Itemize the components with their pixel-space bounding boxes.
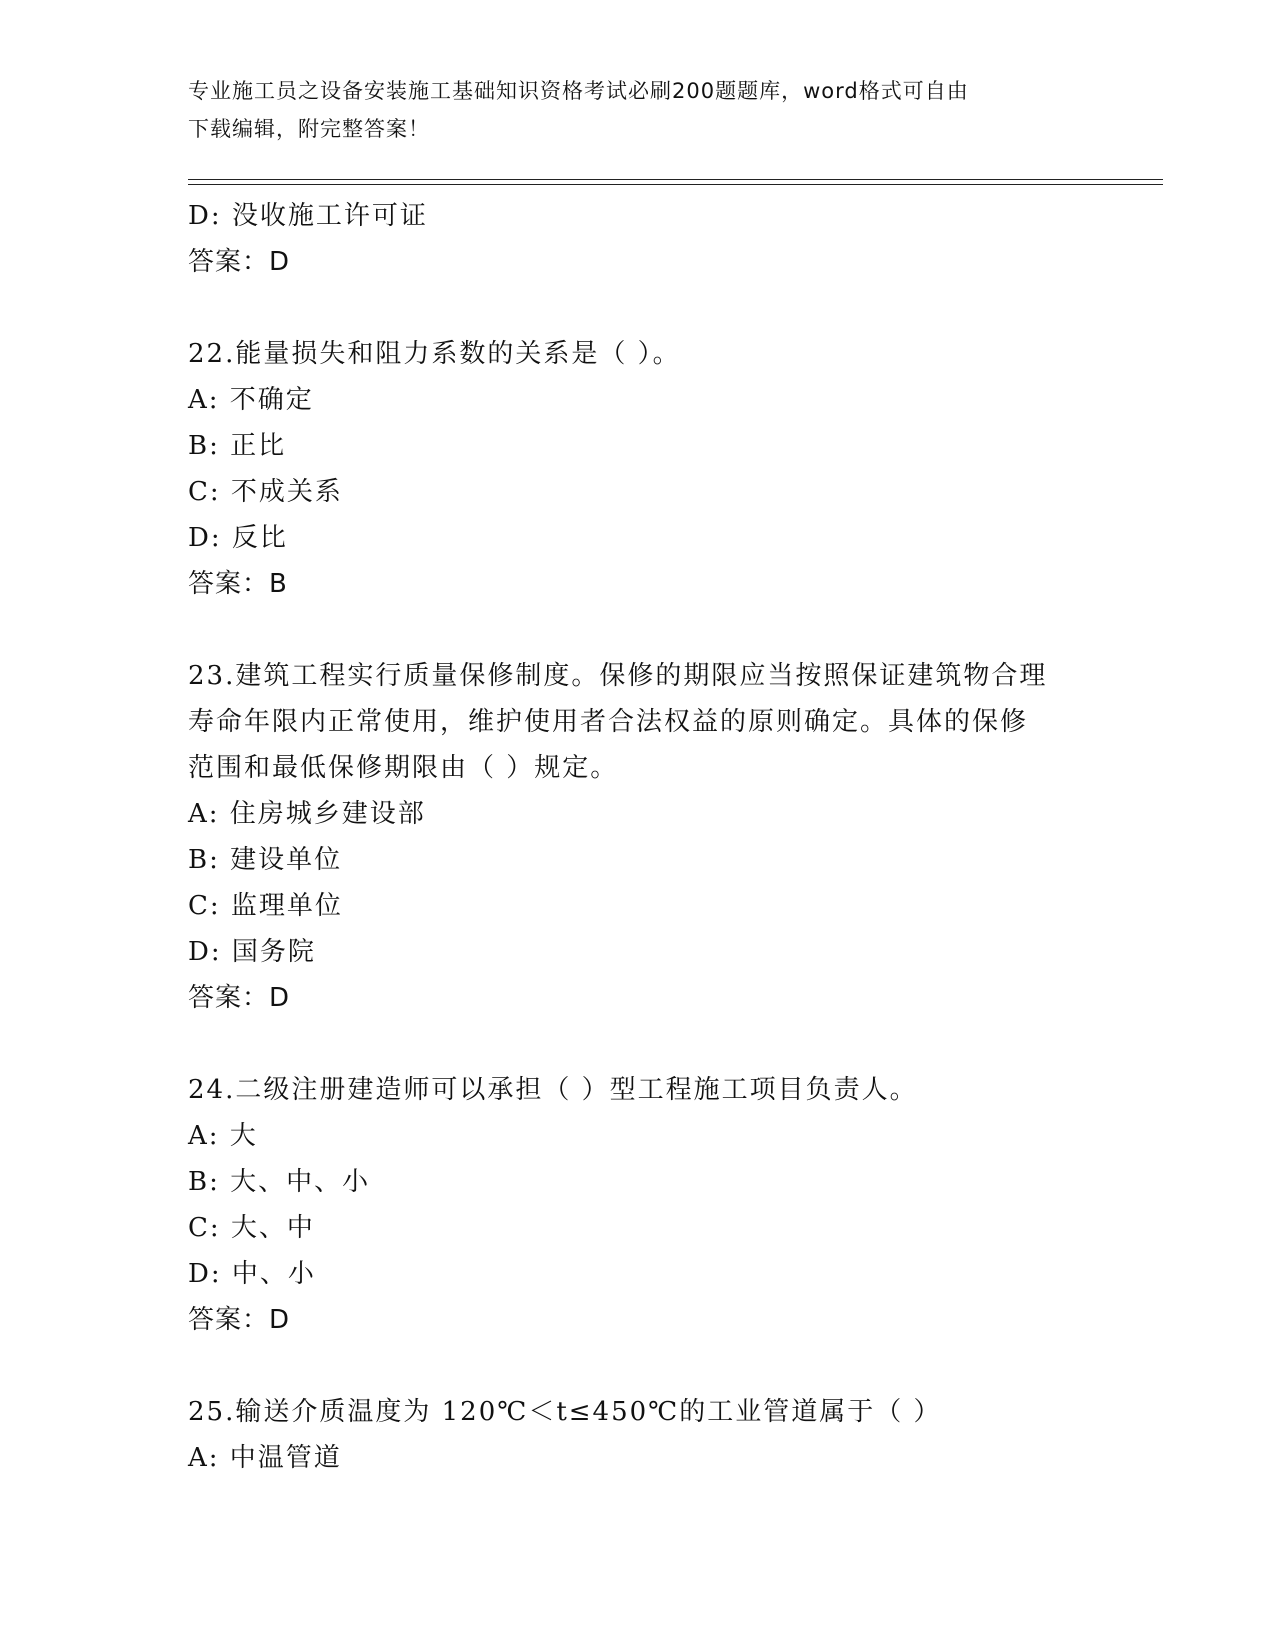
option-a: A: 住房城乡建设部 [188,799,426,829]
question-text: 25.输送介质温度为 120℃＜t≤450℃的工业管道属于（ ） [188,1397,942,1427]
question-text: 24.二级注册建造师可以承担（ ）型工程施工项目负责人。 [188,1075,918,1105]
question-text-line-2: 寿命年限内正常使用，维护使用者合法权益的原则确定。具体的保修 [188,707,1029,737]
question-block-22 [188,331,1088,607]
header-divider-top [188,179,1163,180]
option-d: D: 反比 [188,523,288,553]
option-b: B: 正比 [188,431,287,461]
option-c: C: 大、中 [188,1213,315,1243]
question-block-23 [188,653,1088,1021]
header-divider-bottom [188,184,1163,185]
option-a: A: 中温管道 [188,1443,342,1473]
option-c: C: 监理单位 [188,891,343,921]
document-header [188,72,1088,148]
header-line-1: 专业施工员之设备安装施工基础知识资格考试必刷200题题库，word格式可自由 [188,79,969,103]
answer-line: 答案：B [188,569,288,599]
question-block-24 [188,1067,1088,1343]
answer-line: 答案：D [188,1305,291,1335]
document-body [188,193,1088,1481]
answer-line: 答案：D [188,983,291,1013]
option-c: C: 不成关系 [188,477,343,507]
option-b: B: 大、中、小 [188,1167,371,1197]
header-line-2: 下载编辑，附完整答案！ [188,117,430,141]
option-d: D: 没收施工许可证 [188,201,428,231]
option-d: D: 中、小 [188,1259,316,1289]
option-b: B: 建设单位 [188,845,343,875]
option-d: D: 国务院 [188,937,316,967]
question-text: 22.能量损失和阻力系数的关系是（ ）。 [188,339,681,369]
question-text-line-3: 范围和最低保修期限由（ ）规定。 [188,753,619,783]
option-a: A: 不确定 [188,385,314,415]
answer-line: 答案：D [188,247,291,277]
option-a: A: 大 [188,1121,258,1151]
question-block-25 [188,1389,1088,1481]
question-block-21 [188,193,1088,285]
question-text-line-1: 23.建筑工程实行质量保修制度。保修的期限应当按照保证建筑物合理 [188,661,1048,691]
